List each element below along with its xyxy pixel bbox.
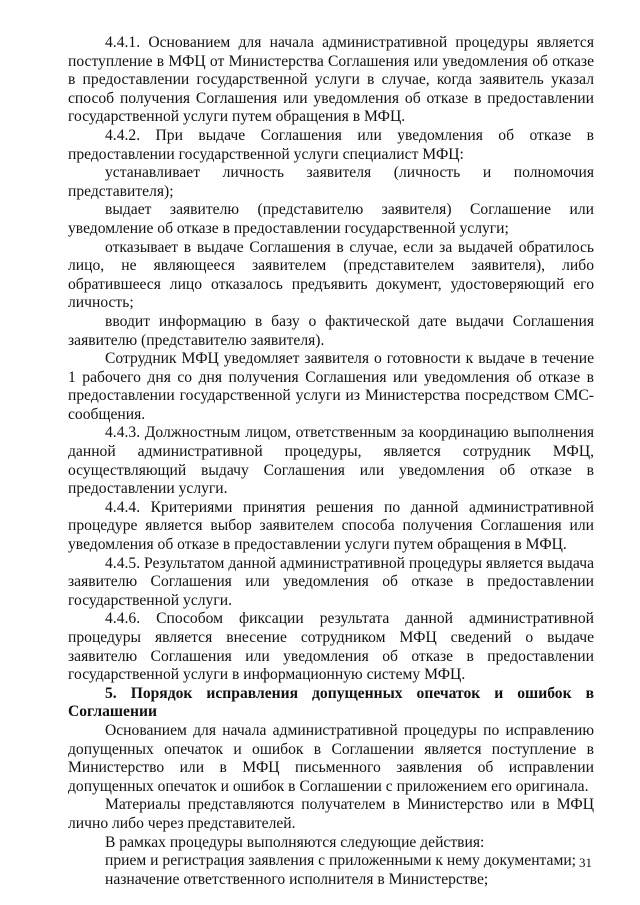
paragraph-4-4-2: 4.4.2. При выдаче Соглашения или уведомления об отказе в предоставлении государственной услуги специалист МФЦ: bbox=[68, 126, 594, 163]
paragraph-4-4-3: 4.4.3. Должностным лицом, ответственным за координацию выполнения данной административной процедуры, является сотрудник МФЦ, осуществляющий выдачу Соглашения или уведомления об отказе в предоставлении услуги. bbox=[68, 424, 594, 498]
paragraph-actions-intro: В рамках процедуры выполняются следующие действия: bbox=[105, 833, 485, 851]
paragraph-4-4-5: 4.4.5. Результатом данной административной процедуры является выдача заявителю Соглашения или уведомления об отказе в предоставлении государственной услуги. bbox=[68, 554, 594, 609]
paragraph-assign-executor: назначение ответственного исполнителя в Министерстве; bbox=[105, 870, 489, 888]
document-page bbox=[68, 34, 594, 889]
page-number: 31 bbox=[579, 855, 592, 870]
paragraph-identity-check: устанавливает личность заявителя (личность и полномочия представителя); bbox=[68, 164, 594, 200]
paragraph-enter-info: вводит информацию в базу о фактической дате выдачи Соглашения заявителю (представителю заявителя). bbox=[68, 312, 594, 349]
paragraph-materials: Материалы представляются получателем в Министерство или в МФЦ лично либо через представителей. bbox=[68, 796, 594, 832]
paragraph-refuse-issue: отказывает в выдаче Соглашения в случае, если за выдачей обратилось лицо, не являющееся заявителем (представителем заявителя), либо обратившееся лицо отказалось предъявить документ, удостоверяющий его личность; bbox=[68, 238, 594, 312]
paragraph-notify-applicant: Сотрудник МФЦ уведомляет заявителя о готовности к выдаче в течение 1 рабочего дня со дня получения Соглашения или уведомления об отказе в предоставлении государственной услуги из Министерства посредством СМС-сообщения. bbox=[68, 350, 594, 423]
section-5-heading: 5. Порядок исправления допущенных опечаток и ошибок в Соглашении bbox=[68, 684, 594, 721]
paragraph-correction-basis: Основанием для начала административной процедуры по исправлению допущенных опечаток и ошибок в Соглашении является поступление в Министерство или в МФЦ письменного заявления об исправлении допущенных опечаток и ошибок в Соглашении с приложением его оригинала. bbox=[68, 721, 594, 795]
paragraph-4-4-1: 4.4.1. Основанием для начала административной процедуры является поступление в МФЦ от Министерства Соглашения или уведомления об отказе в предоставлении государственной услуги в случае, когда заявитель указал способ получения Соглашения или уведомления об отказе в предоставлении государственной услуги путем обращения в МФЦ. bbox=[68, 34, 594, 126]
paragraph-4-4-6: 4.4.6. Способом фиксации результата данной административной процедуры является внесение сотрудником МФЦ сведений о выдаче заявителю Соглашения или уведомления об отказе в предоставлении государственной услуги в информационную систему МФЦ. bbox=[68, 610, 594, 684]
paragraph-4-4-4: 4.4.4. Критериями принятия решения по данной административной процедуре является выбор заявителем способа получения Соглашения или уведомления об отказе в предоставлении услуги путем обращения в МФЦ. bbox=[68, 498, 594, 554]
paragraph-receive-register: прием и регистрация заявления с приложенными к нему документами; bbox=[105, 852, 577, 870]
paragraph-issue-agreement: выдает заявителю (представителю заявителя) Соглашение или уведомление об отказе в предоставлении государственной услуги; bbox=[68, 201, 594, 237]
